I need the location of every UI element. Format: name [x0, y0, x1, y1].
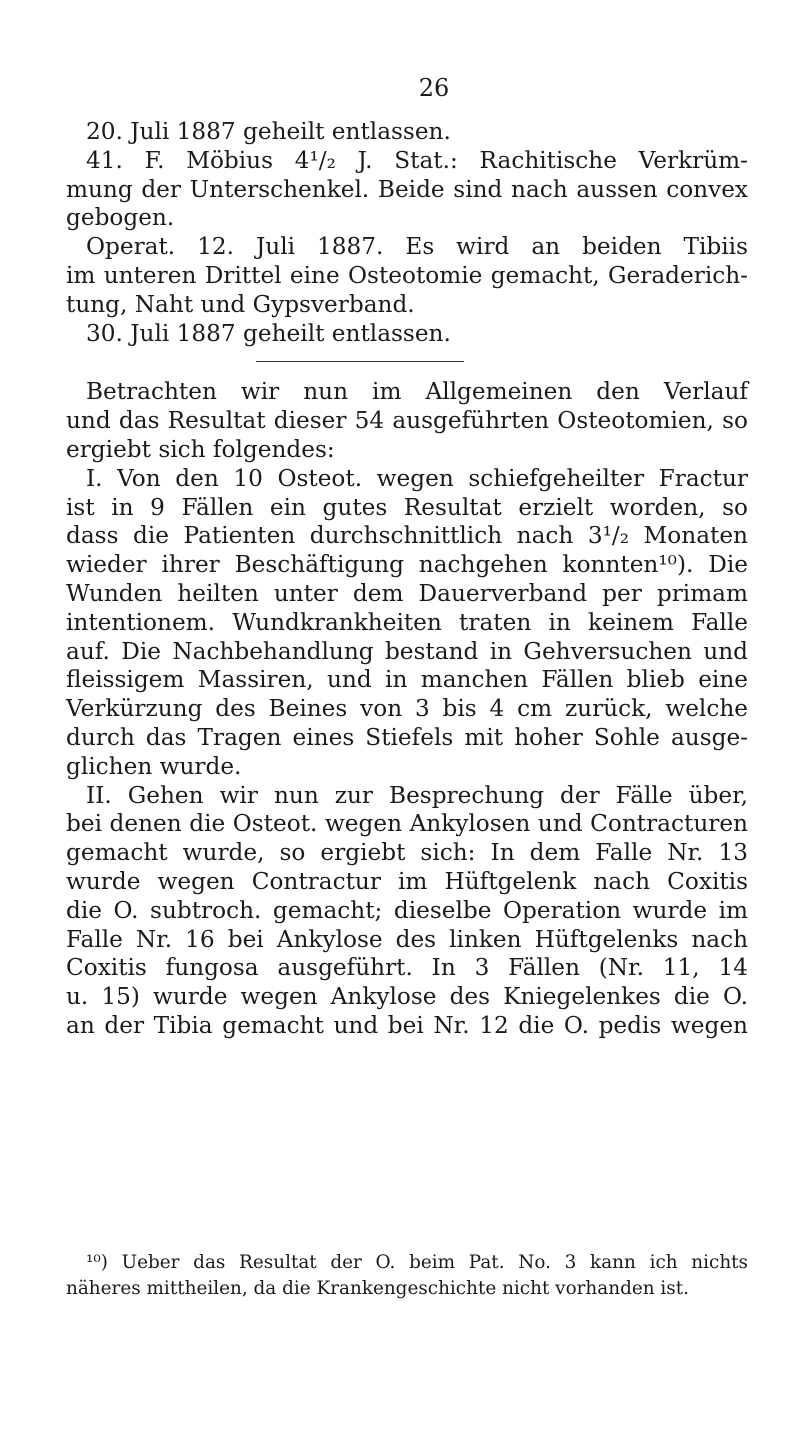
footnote	[66, 1250, 748, 1302]
section-divider	[256, 361, 464, 362]
text-line: ergiebt sich folgendes:	[66, 435, 335, 463]
text-line: 20. Juli 1887 geheilt entlassen.	[86, 118, 451, 145]
body-text	[66, 118, 748, 1041]
text-line: dass die Patienten durchschnittlich nach 3¹/₂ Monaten	[66, 522, 748, 550]
footnote-line: näheres mittheilen, da die Krankengeschichte nicht vorhanden ist.	[66, 1278, 689, 1299]
text-line: Operat. 12. Juli 1887. Es wird an beiden Tibiis	[86, 233, 748, 261]
text-line: die O. subtroch. gemacht; dieselbe Operation wurde im	[66, 896, 748, 924]
text-line: wieder ihrer Beschäftigung nachgehen konnten¹⁰). Die	[66, 551, 748, 579]
text-line: auf. Die Nachbehandlung bestand in Gehversuchen und	[66, 637, 748, 665]
text-line: durch das Tragen eines Stiefels mit hoher Sohle ausge-	[66, 723, 748, 751]
footnote-line: ¹⁰) Ueber das Resultat der O. beim Pat. No. 3 kann ich nichts	[86, 1252, 748, 1273]
text-line: fleissigem Massiren, und in manchen Fällen blieb eine	[66, 666, 748, 694]
text-line: und das Resultat dieser 54 ausgeführten Osteotomien, so	[66, 407, 748, 435]
text-line: II. Gehen wir nun zur Besprechung der Fälle über,	[86, 781, 748, 809]
page-number: 26	[418, 74, 450, 102]
text-line: gebogen.	[66, 204, 175, 232]
text-line: bei denen die Osteot. wegen Ankylosen und Contracturen	[66, 810, 748, 838]
text-line: intentionem. Wundkrankheiten traten in keinem Falle	[66, 608, 748, 636]
text-line: Wunden heilten unter dem Dauerverband per primam	[66, 579, 748, 607]
text-line: Betrachten wir nun im Allgemeinen den Verlauf	[86, 378, 748, 406]
text-line: Verkürzung des Beines von 3 bis 4 cm zurück, welche	[66, 695, 748, 723]
text-line: gemacht wurde, so ergiebt sich: In dem Falle Nr. 13	[66, 839, 748, 867]
text-line: I. Von den 10 Osteot. wegen schiefgeheilter Fractur	[86, 464, 748, 492]
text-line: Coxitis fungosa ausgeführt. In 3 Fällen (Nr. 11, 14	[66, 954, 748, 982]
text-line: wurde wegen Contractur im Hüftgelenk nach Coxitis	[66, 867, 748, 895]
text-line: Falle Nr. 16 bei Ankylose des linken Hüftgelenks nach	[66, 925, 748, 953]
text-line: u. 15) wurde wegen Ankylose des Kniegelenkes die O.	[66, 983, 748, 1011]
text-line: im unteren Drittel eine Osteotomie gemacht, Geraderich-	[66, 261, 748, 289]
text-line: 41. F. Möbius 4¹/₂ J. Stat.: Rachitische Verkrüm-	[86, 146, 748, 174]
text-line: ist in 9 Fällen ein gutes Resultat erzielt worden, so	[66, 493, 748, 521]
text-line: glichen wurde.	[66, 752, 242, 780]
text-line: an der Tibia gemacht und bei Nr. 12 die O. pedis wegen	[66, 1011, 748, 1039]
text-line: mung der Unterschenkel. Beide sind nach aussen convex	[66, 175, 748, 203]
text-line: 30. Juli 1887 geheilt entlassen.	[86, 319, 451, 347]
text-line: tung, Naht und Gypsverband.	[66, 290, 415, 318]
